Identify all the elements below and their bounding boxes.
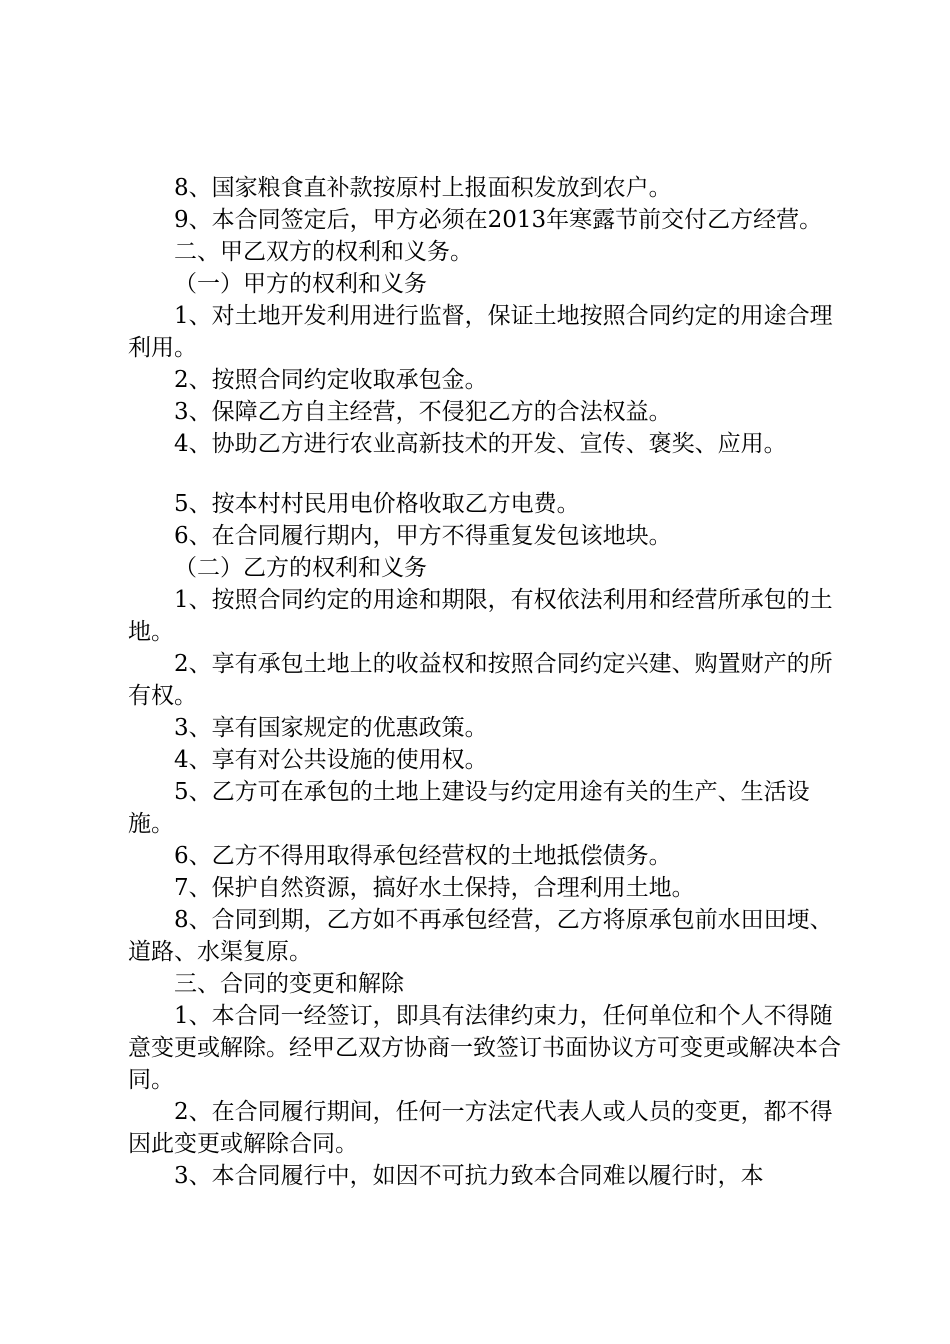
clause-9-delivery: 9、本合同签定后，甲方必须在2013年寒露节前交付乙方经营。: [174, 207, 823, 233]
section-3-heading: 三、合同的变更和解除: [174, 971, 404, 997]
party-b-clause-5: 5、乙方可在承包的土地上建设与约定用途有关的生产、生活设施。: [128, 779, 810, 837]
party-b-clause-7: 7、保护自然资源，搞好水土保持，合理利用土地。: [174, 875, 695, 901]
party-a-clause-3: 3、保障乙方自主经营，不侵犯乙方的合法权益。: [174, 399, 672, 425]
party-b-clause-8: 8、合同到期，乙方如不再承包经营，乙方将原承包前水田田埂、道路、水渠复原。: [128, 907, 833, 965]
party-b-clause-3: 3、享有国家规定的优惠政策。: [174, 715, 488, 741]
party-a-clause-1: 1、对土地开发利用进行监督，保证土地按照合同约定的用途合理利用。: [128, 303, 833, 361]
subsection-party-b-heading: （二）乙方的权利和义务: [174, 555, 427, 581]
party-a-clause-6: 6、在合同履行期内，甲方不得重复发包该地块。: [174, 523, 672, 549]
clause-8-grain-subsidy: 8、国家粮食直补款按原村上报面积发放到农户。: [174, 175, 672, 201]
section-3-clause-3: 3、本合同履行中，如因不可抗力致本合同难以履行时，本: [174, 1163, 764, 1189]
party-b-clause-2: 2、享有承包土地上的收益权和按照合同约定兴建、购置财产的所有权。: [128, 651, 833, 709]
party-a-clause-2: 2、按照合同约定收取承包金。: [174, 367, 488, 393]
section-2-heading: 二、甲乙双方的权利和义务。: [174, 239, 473, 265]
party-b-clause-1: 1、按照合同约定的用途和期限，有权依法利用和经营所承包的土地。: [128, 587, 833, 645]
party-a-clause-4: 4、协助乙方进行农业高新技术的开发、宣传、褒奖、应用。: [174, 431, 787, 457]
section-3-clause-2: 2、在合同履行期间，任何一方法定代表人或人员的变更，都不得因此变更或解除合同。: [128, 1099, 833, 1157]
party-b-clause-6: 6、乙方不得用取得承包经营权的土地抵偿债务。: [174, 843, 672, 869]
blank-line: [128, 460, 848, 488]
section-3-clause-1: 1、本合同一经签订，即具有法律约束力，任何单位和个人不得随意变更或解除。经甲乙双方协商一致签订书面协议方可变更或解决本合同。: [128, 1003, 841, 1093]
party-a-clause-5: 5、按本村村民用电价格收取乙方电费。: [174, 491, 580, 517]
subsection-party-a-heading: （一）甲方的权利和义务: [174, 271, 427, 297]
contract-body: [128, 172, 848, 1192]
party-b-clause-4: 4、享有对公共设施的使用权。: [174, 747, 488, 773]
